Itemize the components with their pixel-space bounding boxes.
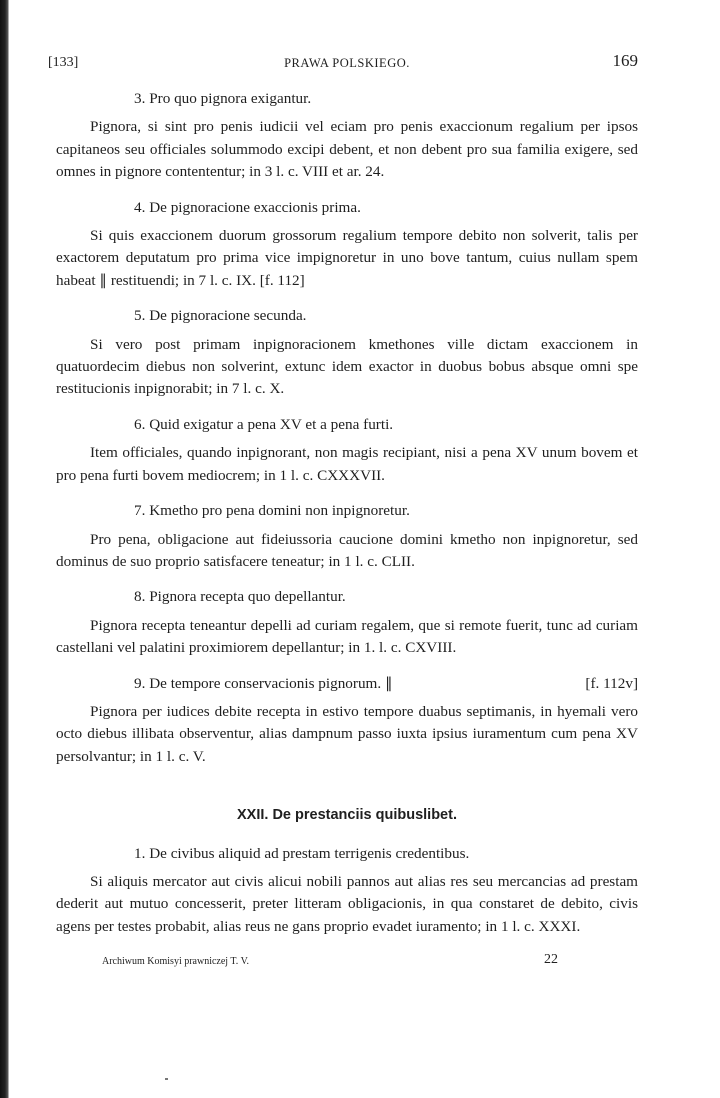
chapter-title: XXII. De prestanciis quibuslibet. [237,807,457,824]
section-heading-5: 5. De pignoracione secunda. [134,307,307,325]
section-heading-8: 8. Pignora recepta quo depellantur. [134,588,346,606]
section-text-4: Si quis exaccionem duorum grossorum regalium tempore debito non solverit, talis per exactorem deputatum pro prima vice impignoretur in uno bove tantum, cuius nullam spem habeat ∥ restituendi; in 7 l. c. IX. [f. 112] [56,227,638,289]
section-text-6: Item officiales, quando inpignorant, non magis recipiant, nisi a pena XV unum bovem et pro pena furti bovem mediocrem; in 1 l. c. CXXXVII. [56,444,638,484]
page-number: 169 [612,51,638,70]
section-heading-9-row [56,673,638,695]
footer-source: Archiwum Komisyi prawniczej T. V. [102,956,250,968]
document-page [48,50,638,969]
footer-signature: 22 [544,952,558,968]
page-label: [133] [48,55,79,70]
section-heading-6: 6. Quid exigatur a pena XV et a pena furti. [134,415,394,433]
page-footer [56,949,638,969]
section-text-9: Pignora per iudices debite recepta in estivo tempore duabus septimanis, in hyemali vero octo diebus illibata observentur, alias dampnum passo iuxta ipsius iuramentum cum pena XV persolvantur; in 1 l. c. V. [56,702,638,765]
section-text-8: Pignora recepta teneantur depelli ad curiam regalem, que si remote fuerit, tunc ad curiam castellani vel palatini proximiorem depellantur; in 1. l. c. CXVIII. [56,616,638,657]
section-text-7: Pro pena, obligacione aut fideiussoria caucione domini kmetho non inpignoretur, sed dominus de suo proprio satisfacere teneatur; in 1 l. c. CLII. [56,530,638,570]
section-heading-3: 3. Pro quo pignora exigantur. [134,90,312,107]
running-header [48,50,638,74]
section-heading-7: 7. Kmetho pro pena domini non inpignoretur. [134,502,410,520]
section-text-5: Si vero post primam inpignoracionem kmethones ville dictam exaccionem in quatuordecim diebus non solverint, extunc idem exactor in duobus bobus absque omni spe restitucionis inpignorabit; in 7 l. c. X. [56,335,638,398]
chapter-section-text-1: Si aliquis mercator aut civis alicui nobili pannos aut alias res seu mercancias ad prestam dederit aut mutuo concesserit, preter litteram obligacionis, in qua constaret de debito, civis agens per testes probabit, alias reus ne gans proprio evadet iuramento; in 1 l. c. XXXI. [56,872,638,935]
chapter-section-heading-1: 1. De civibus aliquid ad prestam terrigenis credentibus. [134,844,470,862]
scan-speck [165,1078,168,1080]
section-text-3: Pignora, si sint pro penis iudicii vel eciam pro penis exaccionum regalium per ipsos capitaneos seu officiales solummodo excipi debent, et non debent pro sua familia exigere, sed omnes in pignore contententur; in 3 l. c. VIII et ar. 24. [56,118,638,181]
section-heading-4: 4. De pignoracione exaccionis prima. [134,198,361,216]
section-heading-9: 9. De tempore conservacionis pignorum. ∥ [134,674,393,692]
page-edge-shadow [0,0,9,1098]
folio-side-note: [f. 112v] [585,674,638,692]
running-title: PRAWA POLSKIEGO. [284,56,410,70]
